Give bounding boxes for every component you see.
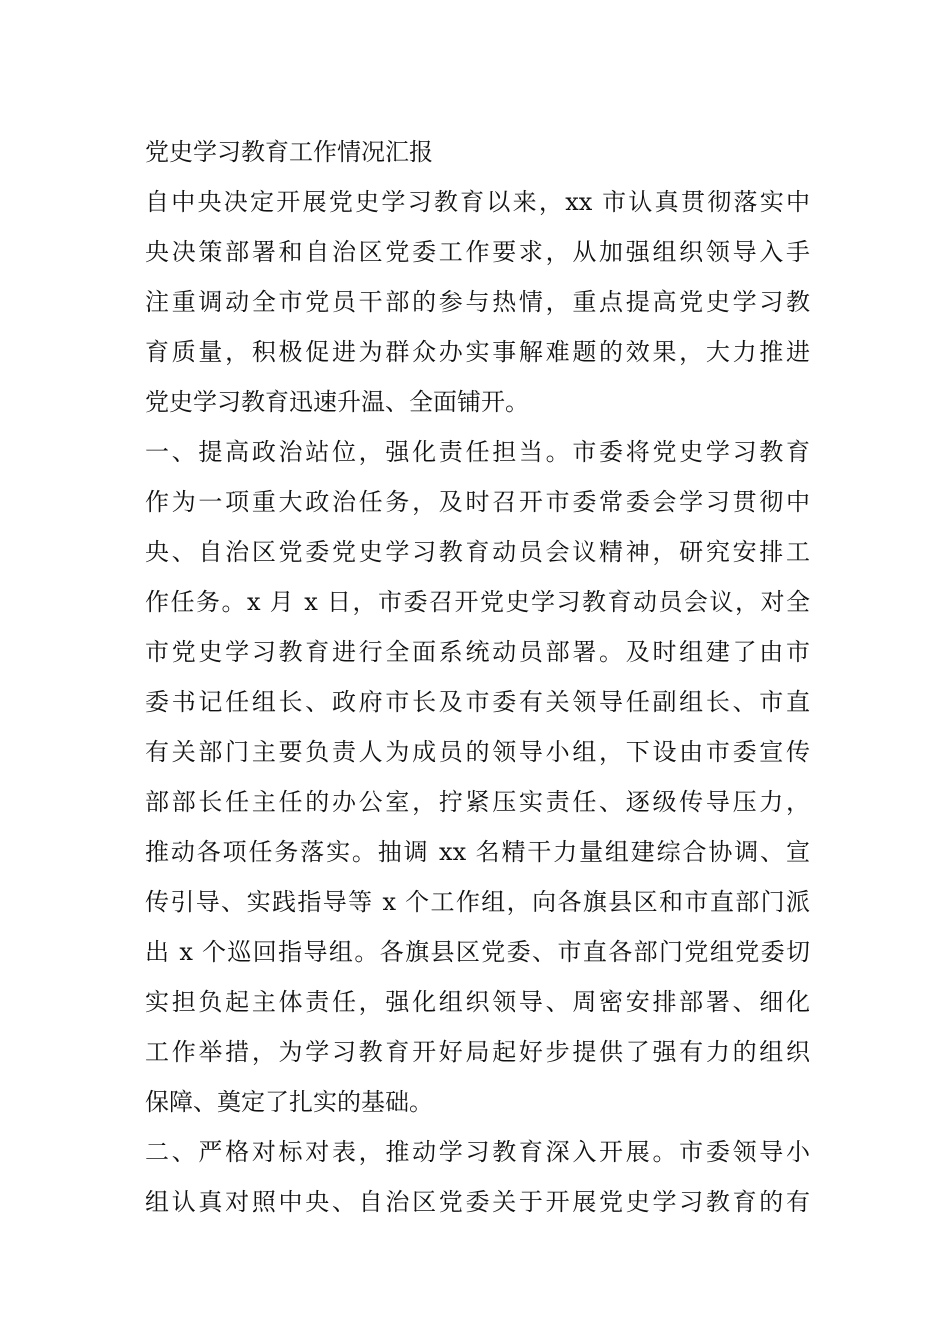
text-line: 推动各项任务落实。抽调 xx 名精干力量组建综合协调、宣 bbox=[145, 838, 810, 866]
text-line: 实担负起主体责任，强化组织领导、周密安排部署、细化 bbox=[145, 988, 810, 1016]
document-title: 党史学习教育工作情况汇报 bbox=[145, 138, 433, 166]
text-line: 注重调动全市党员干部的参与热情，重点提高党史学习教 bbox=[145, 288, 810, 316]
text-line: 工作举措，为学习教育开好局起好步提供了强有力的组织 bbox=[145, 1038, 810, 1066]
text-line: 央、自治区党委党史学习教育动员会议精神，研究安排工 bbox=[145, 538, 810, 566]
document-body bbox=[145, 127, 810, 1227]
paragraph-intro bbox=[145, 177, 810, 427]
paragraph-section-one bbox=[145, 427, 810, 1127]
text-line: 作为一项重大政治任务，及时召开市委常委会学习贯彻中 bbox=[145, 488, 810, 516]
text-line: 组认真对照中央、自治区党委关于开展党史学习教育的有 bbox=[145, 1188, 810, 1216]
text-line: 党史学习教育迅速升温、全面铺开。 bbox=[145, 388, 529, 416]
text-line: 部部长任主任的办公室，拧紧压实责任、逐级传导压力， bbox=[145, 788, 810, 816]
text-line: 市党史学习教育进行全面系统动员部署。及时组建了由市 bbox=[145, 638, 810, 666]
text-line: 出 x 个巡回指导组。各旗县区党委、市直各部门党组党委切 bbox=[145, 938, 810, 966]
text-line: 二、严格对标对表，推动学习教育深入开展。市委领导小 bbox=[145, 1138, 810, 1166]
text-line: 有关部门主要负责人为成员的领导小组，下设由市委宣传 bbox=[145, 738, 810, 766]
text-line: 自中央决定开展党史学习教育以来，xx 市认真贯彻落实中 bbox=[145, 188, 810, 216]
text-line: 央决策部署和自治区党委工作要求，从加强组织领导入手 bbox=[145, 238, 810, 266]
text-line: 保障、奠定了扎实的基础。 bbox=[145, 1088, 433, 1116]
text-line: 育质量，积极促进为群众办实事解难题的效果，大力推进 bbox=[145, 338, 810, 366]
text-line: 委书记任组长、政府市长及市委有关领导任副组长、市直 bbox=[145, 688, 810, 716]
text-line: 作任务。x 月 x 日，市委召开党史学习教育动员会议，对全 bbox=[145, 588, 810, 616]
text-line: 一、提高政治站位，强化责任担当。市委将党史学习教育 bbox=[145, 438, 810, 466]
paragraph-section-two bbox=[145, 1127, 810, 1227]
text-line: 传引导、实践指导等 x 个工作组，向各旗县区和市直部门派 bbox=[145, 888, 810, 916]
